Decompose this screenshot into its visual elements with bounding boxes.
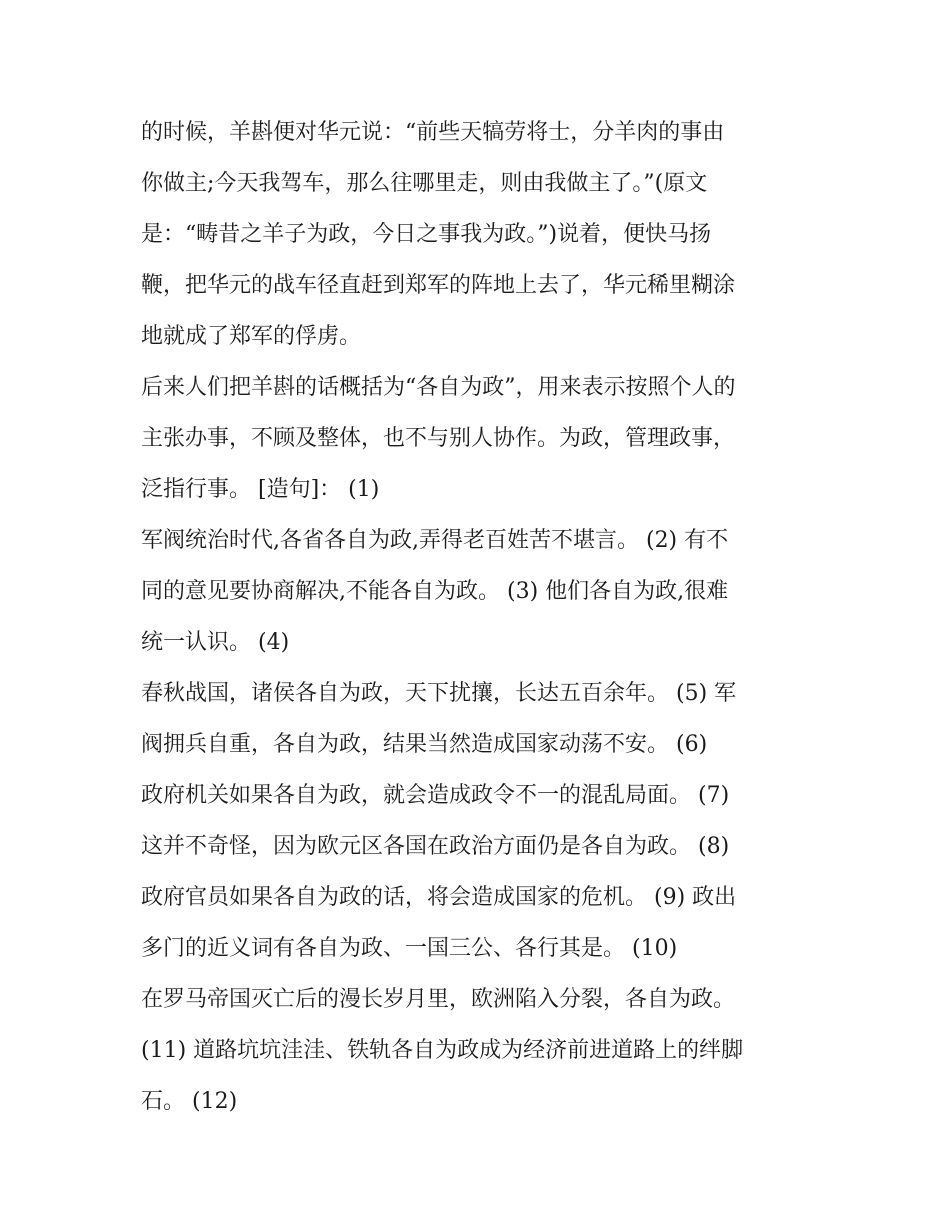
text-line: 政府机关如果各自为政，就会造成政令不一的混乱局面。 (7) xyxy=(141,783,730,808)
text-line: 后来人们把羊斟的话概括为“各自为政”，用来表示按照个人的 xyxy=(141,375,736,400)
text-line: 地就成了郑军的俘虏。 xyxy=(141,324,362,349)
text-line: 这并不奇怪，因为欧元区各国在政治方面仍是各自为政。 (8) xyxy=(141,834,730,859)
text-line: 鞭，把华元的战车径直赶到郑军的阵地上去了，华元稀里糊涂 xyxy=(141,273,736,298)
text-line: 政府官员如果各自为政的话，将会造成国家的危机。 (9) 政出 xyxy=(141,885,737,910)
text-line: 是：“畴昔之羊子为政，今日之事我为政。”)说着，便快马扬 xyxy=(141,222,712,247)
text-line: 的时候，羊斟便对华元说：“前些天犒劳将士，分羊肉的事由 xyxy=(141,120,725,145)
text-line: 统一认识。 (4) xyxy=(141,630,290,655)
text-line: 阀拥兵自重，各自为政，结果当然造成国家动荡不安。 (6) xyxy=(141,732,708,757)
text-line: (11) 道路坑坑洼洼、铁轨各自为政成为经济前进道路上的绊脚 xyxy=(141,1038,744,1063)
text-line: 主张办事，不顾及整体，也不与别人协作。为政，管理政事， xyxy=(141,426,736,451)
text-line: 春秋战国，诸侯各自为政，天下扰攘，长达五百余年。 (5) 军 xyxy=(141,681,737,706)
text-line: 军阀统治时代,各省各自为政,弄得老百姓苦不堪言。 (2) 有不 xyxy=(141,528,729,553)
body-text xyxy=(141,107,821,1127)
text-line: 石。 (12) xyxy=(141,1089,238,1114)
text-line: 多门的近义词有各自为政、一国三公、各行其是。 (10) xyxy=(141,936,678,961)
text-line: 同的意见要协商解决,不能各自为政。 (3) 他们各自为政,很难 xyxy=(141,579,729,604)
text-line: 泛指行事。 [造句]： (1) xyxy=(141,477,380,502)
text-line: 你做主;今天我驾车，那么往哪里走，则由我做主了。”(原文 xyxy=(141,171,708,196)
text-line: 在罗马帝国灭亡后的漫长岁月里，欧洲陷入分裂，各自为政。 xyxy=(141,987,736,1012)
